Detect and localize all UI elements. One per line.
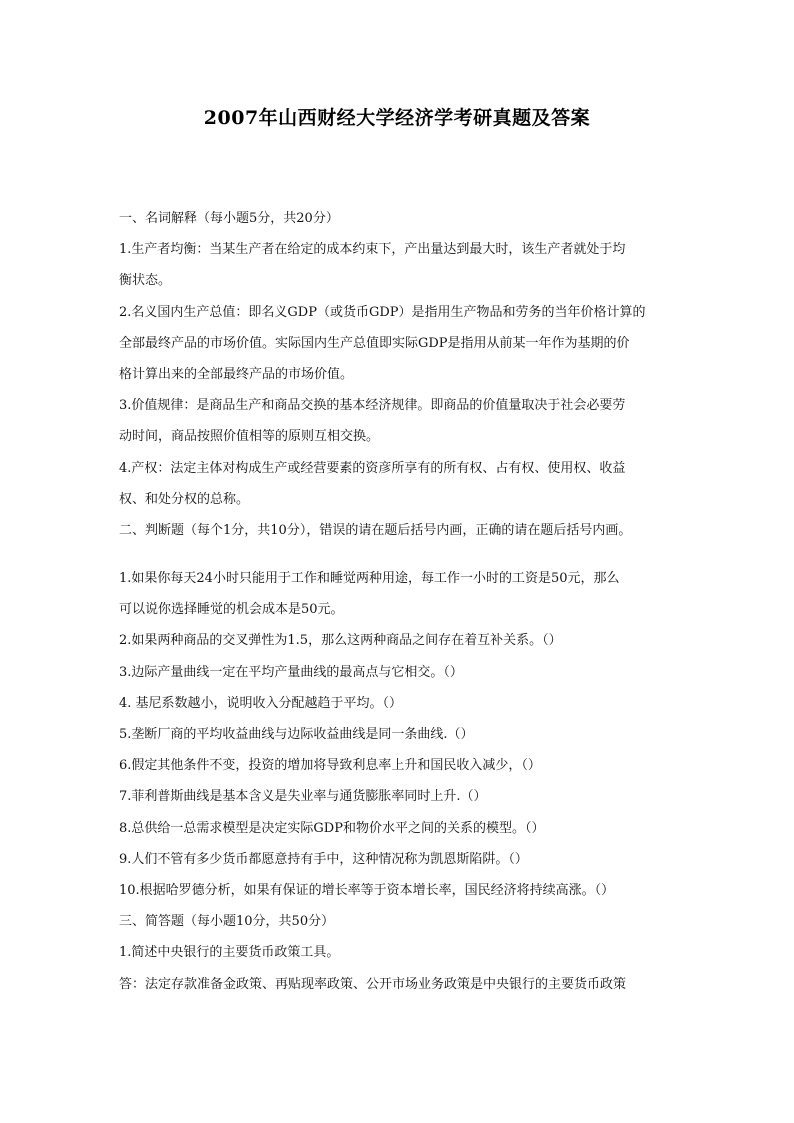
- paragraph-line: 4.产权：法定主体对构成生产或经营要素的资彦所享有的所有权、占有权、使用权、收益: [119, 460, 626, 476]
- question-line: 1.如果你每天24小时只能用于工作和睡觉两种用途，每工作一小时的工资是50元，那么: [119, 571, 620, 587]
- blank-gap: [119, 546, 681, 563]
- question-line: 3.边际产量曲线一定在平均产量曲线的最高点与它相交。（）: [119, 664, 463, 680]
- paragraph-line: 动时间，商品按照价值相等的原则互相交换。: [119, 429, 380, 445]
- question-line: 8.总供给一总需求模型是决定实际GDP和物价水平之间的关系的模型。（）: [119, 820, 545, 836]
- document-body: [119, 203, 681, 1000]
- question-line: 5.垄断厂商的平均收益曲线与边际收益曲线是同一条曲线.（）: [119, 727, 474, 742]
- question-line: 7.菲利普斯曲线是基本含义是失业率与通货膨胀率同时上升.（）: [119, 789, 487, 805]
- paragraph-line: 权、和处分权的总称。: [119, 491, 250, 507]
- question-line: 可以说你选择睡觉的机会成本是50元。: [119, 602, 344, 618]
- section-heading-true-false: 二、判断题（每个1分，共10分），错误的请在题后括号内画，正确的请在题后括号内画。: [119, 522, 632, 538]
- question-line: 6.假定其他条件不变，投资的增加将导致利息率上升和国民收入减少，（）: [119, 758, 541, 774]
- question-line: 2.如果两种商品的交叉弹性为1.5，那么这两种商品之间存在着互补关系。（）: [119, 633, 562, 649]
- question-line: 9.人们不管有多少货币都愿意持有手中，这种情况称为凯恩斯陷阱。（）: [119, 851, 528, 867]
- document-title: 2007年山西财经大学经济学考研真题及答案: [203, 107, 591, 129]
- paragraph-line: 2.名义国内生产总值：即名义GDP（或货币GDP）是指用生产物品和劳务的当年价格计算的: [119, 304, 646, 320]
- question-line: 10.根据哈罗德分析，如果有保证的增长率等于资本增长率，国民经济将持续高涨。（）: [119, 882, 615, 898]
- paragraph-line: 格计算出来的全部最终产品的市场价值。: [119, 366, 354, 382]
- question-line: 4. 基尼系数越小，说明收入分配越趋于平均。（）: [119, 695, 403, 711]
- answer-line: 答：法定存款准备金政策、再贴现率政策、公开市场业务政策是中央银行的主要货币政策: [119, 976, 627, 992]
- section-heading-short-answer: 三、简答题（每小题10分，共50分）: [119, 914, 335, 930]
- question-line: 1.简述中央银行的主要货币政策工具。: [119, 945, 340, 961]
- paragraph-line: 衡状态。: [119, 273, 172, 289]
- section-heading-definitions: 一、名词解释（每小题5分，共20分）: [119, 211, 339, 226]
- paragraph-line: 1.生产者均衡：当某生产者在给定的成本约束下，产出量达到最大时，该生产者就处于均: [119, 242, 626, 258]
- paragraph-line: 3.价值规律：是商品生产和商品交换的基本经济规律。即商品的价值量取决于社会必要劳: [119, 398, 626, 414]
- paragraph-line: 全部最终产品的市场价值。实际国内生产总值即实际GDP是指用从前某一年作为基期的价: [119, 335, 630, 351]
